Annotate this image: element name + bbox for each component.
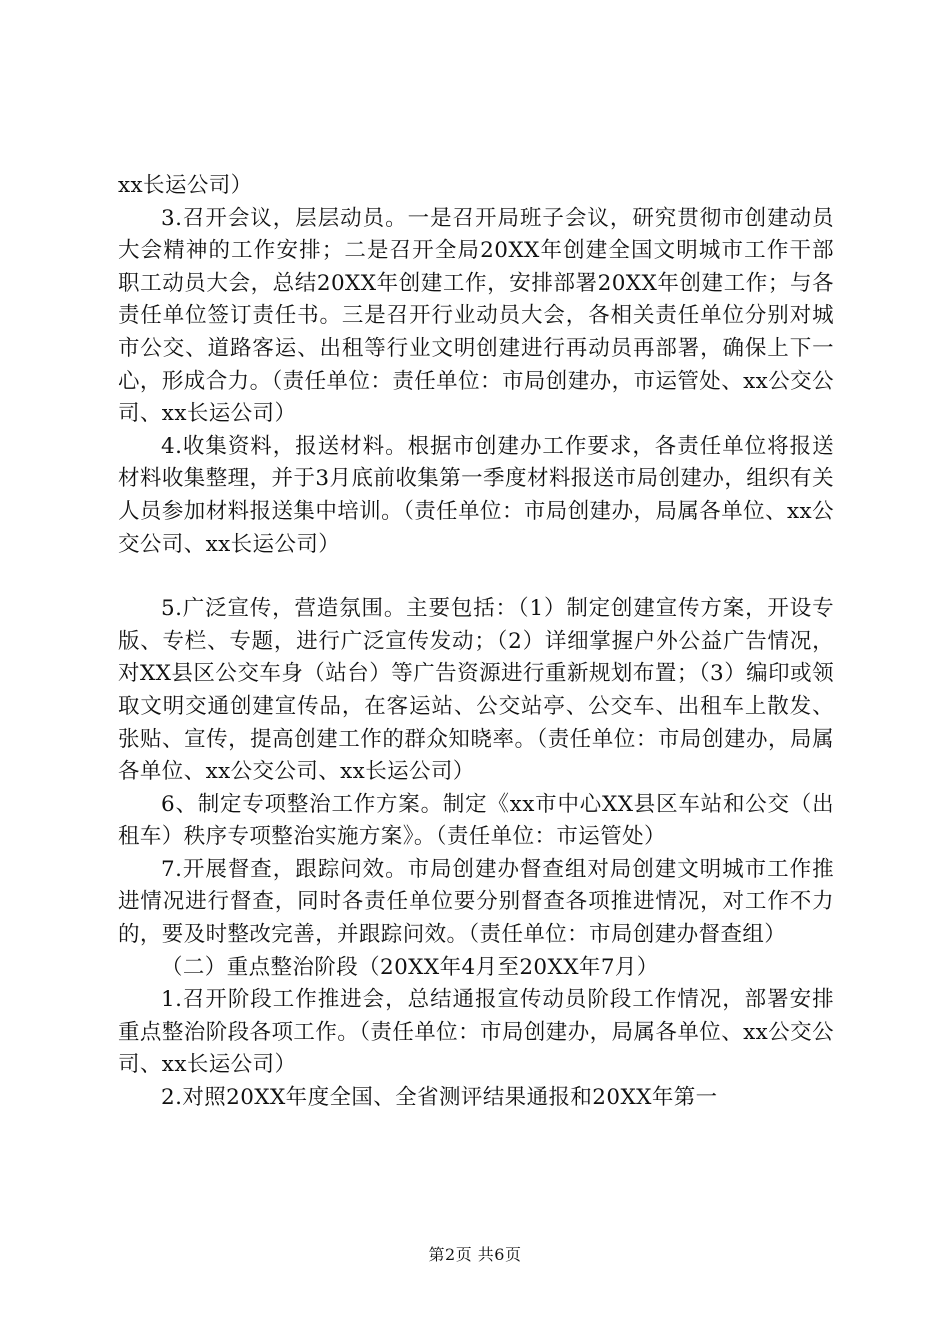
paragraph-spacer <box>118 561 834 593</box>
page-number-footer: 第2页 共6页 <box>428 1245 522 1264</box>
paragraph-item-3-meetings: 3.召开会议，层层动员。一是召开局班子会议，研究贯彻市创建动员大会精神的工作安排；二是召开全局20XX年创建全国文明城市工作干部职工动员大会，总结20XX年创建工作，安排部署20XX年创建工作；与各责任单位签订责任书。三是召开行业动员大会，各相关责任单位分别对城市公交、道路客运、出租等行业文明创建进行再动员再部署，确保上下一心，形成合力。（责任单位：责任单位：市局创建办，市运管处、xx公交公司、xx长运公司） <box>118 205 834 427</box>
paragraph-item-7-supervision: 7.开展督查，跟踪问效。市局创建办督查组对局创建文明城市工作推进情况进行督查，同时各责任单位要分别督查各项推进情况，对工作不力的，要及时整改完善，并跟踪问效。（责任单位：市局创建办督查组） <box>118 856 834 948</box>
paragraph-item-4-materials: 4.收集资料，报送材料。根据市创建办工作要求，各责任单位将报送材料收集整理，并于3月底前收集第一季度材料报送市局创建办，组织有关人员参加材料报送集中培训。（责任单位：市局创建办，局属各单位、xx公交公司、xx长运公司） <box>118 433 834 557</box>
paragraph-item-6-rectification-plan: 6、制定专项整治工作方案。制定《xx市中心XX县区车站和公交（出租车）秩序专项整治实施方案》。（责任单位：市运管处） <box>118 791 834 850</box>
document-body <box>118 170 834 1115</box>
paragraph-item-5-publicity: 5.广泛宣传，营造氛围。主要包括：（1）制定创建宣传方案，开设专版、专栏、专题，进行广泛宣传发动；（2）详细掌握户外公益广告情况，对XX县区公交车身（站台）等广告资源进行重新规划布置；（3）编印或领取文明交通创建宣传品，在客运站、公交站亭、公交车、出租车上散发、张贴、宣传，提高创建工作的群众知晓率。（责任单位：市局创建办，局属各单位、xx公交公司、xx长运公司） <box>118 596 834 785</box>
paragraph-continuation: xx长运公司） <box>118 173 253 198</box>
section-heading-phase-2: （二）重点整治阶段（20XX年4月至20XX年7月） <box>161 954 659 980</box>
paragraph-phase2-item-1: 1.召开阶段工作推进会，总结通报宣传动员阶段工作情况，部署安排重点整治阶段各项工作。（责任单位：市局创建办，局属各单位、xx公交公司、xx长运公司） <box>118 987 834 1078</box>
paragraph-phase2-item-2: 2.对照20XX年度全国、全省测评结果通报和20XX年第一 <box>161 1085 718 1111</box>
